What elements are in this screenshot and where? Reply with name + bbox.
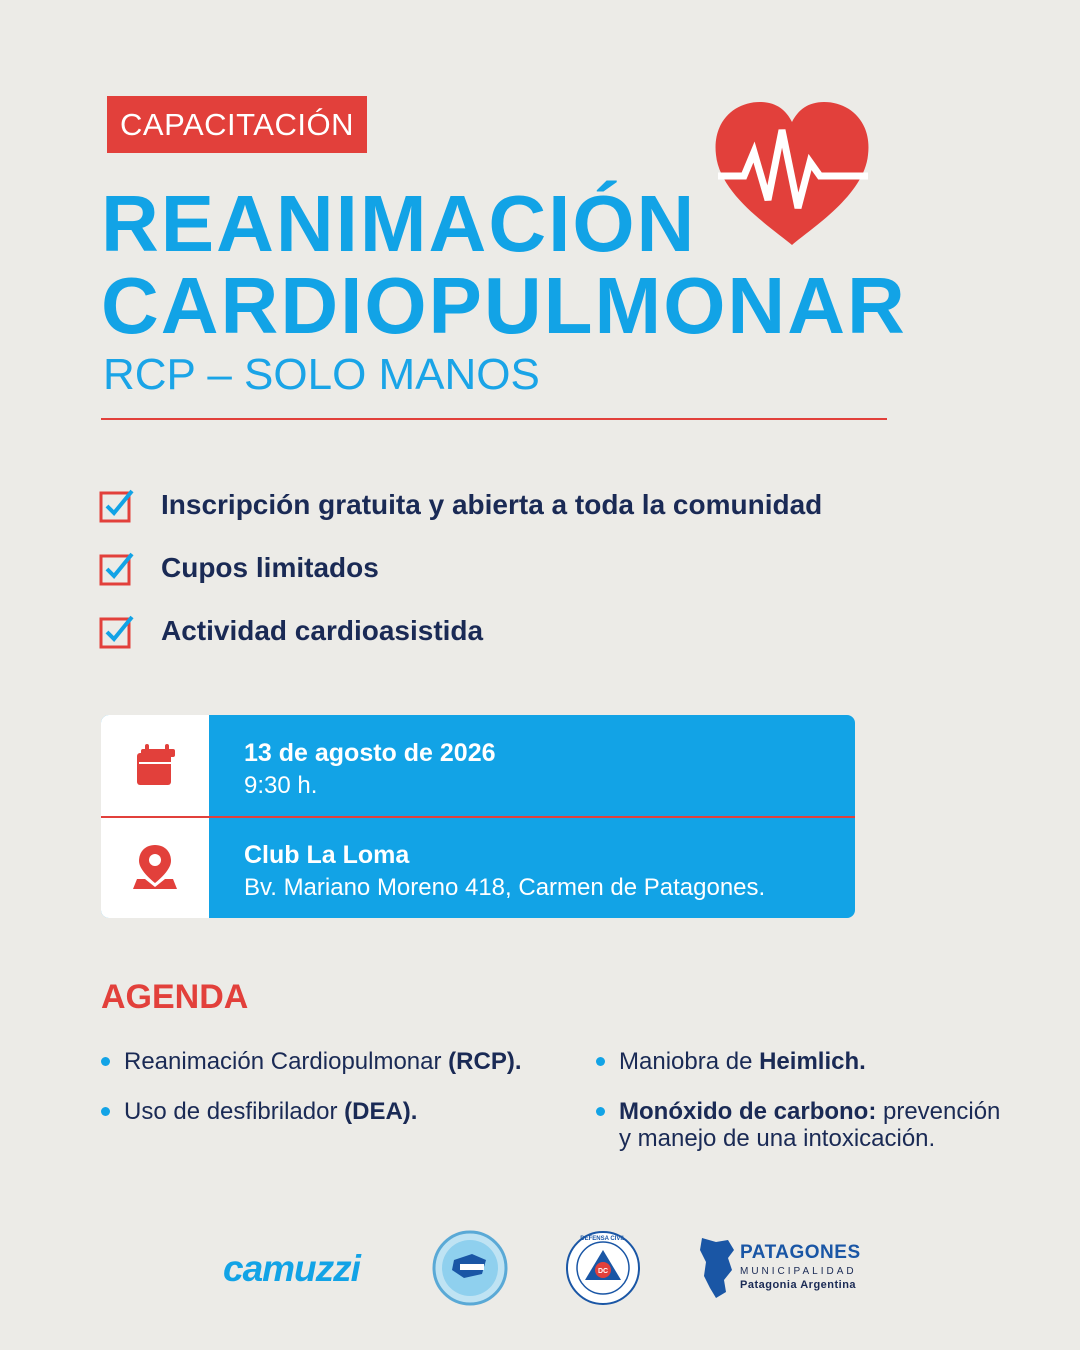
event-info-card [101,715,855,918]
agenda-item-text: Maniobra de [619,1048,760,1075]
bullet-icon [101,1057,110,1066]
event-location [244,841,765,902]
category-tag: CAPACITACIÓN [107,96,367,153]
subtitle: RCP – SOLO MANOS [103,350,540,399]
agenda-item [596,1048,1056,1078]
agenda-heading: AGENDA [101,978,249,1016]
checklist-label: Inscripción gratuita y abierta a toda la comunidad [161,489,823,520]
title-line-1: REANIMACIÓN [101,179,697,268]
venue-name: Club La Loma [244,841,410,869]
header-divider [101,418,887,420]
checkbox-icon [99,550,135,586]
patagones-map-icon [698,1236,736,1300]
agenda-item-bold: (RCP). [448,1048,522,1075]
title-line-2: CARDIOPULMONAR [101,261,907,350]
argentina-seal-logo [432,1230,508,1306]
agenda-item-bold: Monóxido de carbono: [619,1098,877,1125]
agenda-item-text: prevención [876,1098,1001,1125]
checklist-label: Cupos limitados [161,552,379,583]
card-divider [101,816,855,818]
camuzzi-logo: camuzzi [223,1248,360,1289]
agenda-item-text: Reanimación Cardiopulmonar [124,1048,449,1075]
agenda-item-text: y manejo de una intoxicación. [619,1125,936,1152]
event-date: 13 de agosto de 2026 [244,739,496,767]
location-pin-icon [131,843,179,891]
bullet-icon [101,1107,110,1116]
patagones-sub: MUNICIPALIDAD [740,1266,857,1277]
defensa-civil-title: DEFENSA CIVIL [580,1236,626,1242]
patagones-logo [698,1236,863,1302]
agenda-item [101,1048,571,1078]
patagones-name: PATAGONES [740,1242,861,1263]
event-time: 9:30 h. [244,772,318,799]
agenda-item [101,1098,571,1128]
heartbeat-icon [712,100,872,250]
event-datetime [244,739,496,800]
agenda-item-text: Uso de desfibrilador [124,1098,345,1125]
defensa-civil-center: DC [597,1268,609,1275]
checklist-item [99,548,379,588]
bullet-icon [596,1107,605,1116]
checklist-item [99,485,822,525]
checkbox-icon [99,613,135,649]
calendar-icon [131,743,179,791]
checklist-label: Actividad cardioasistida [161,615,484,646]
checklist-item [99,611,483,651]
agenda-item [596,1098,1056,1154]
bullet-icon [596,1057,605,1066]
defensa-civil-logo [565,1230,641,1306]
checkbox-icon [99,487,135,523]
venue-address: Bv. Mariano Moreno 418, Carmen de Patagones. [244,874,766,901]
patagones-region: Patagonia Argentina [740,1279,857,1291]
agenda-item-bold: Heimlich. [759,1048,866,1075]
agenda-item-bold: (DEA). [344,1098,418,1125]
